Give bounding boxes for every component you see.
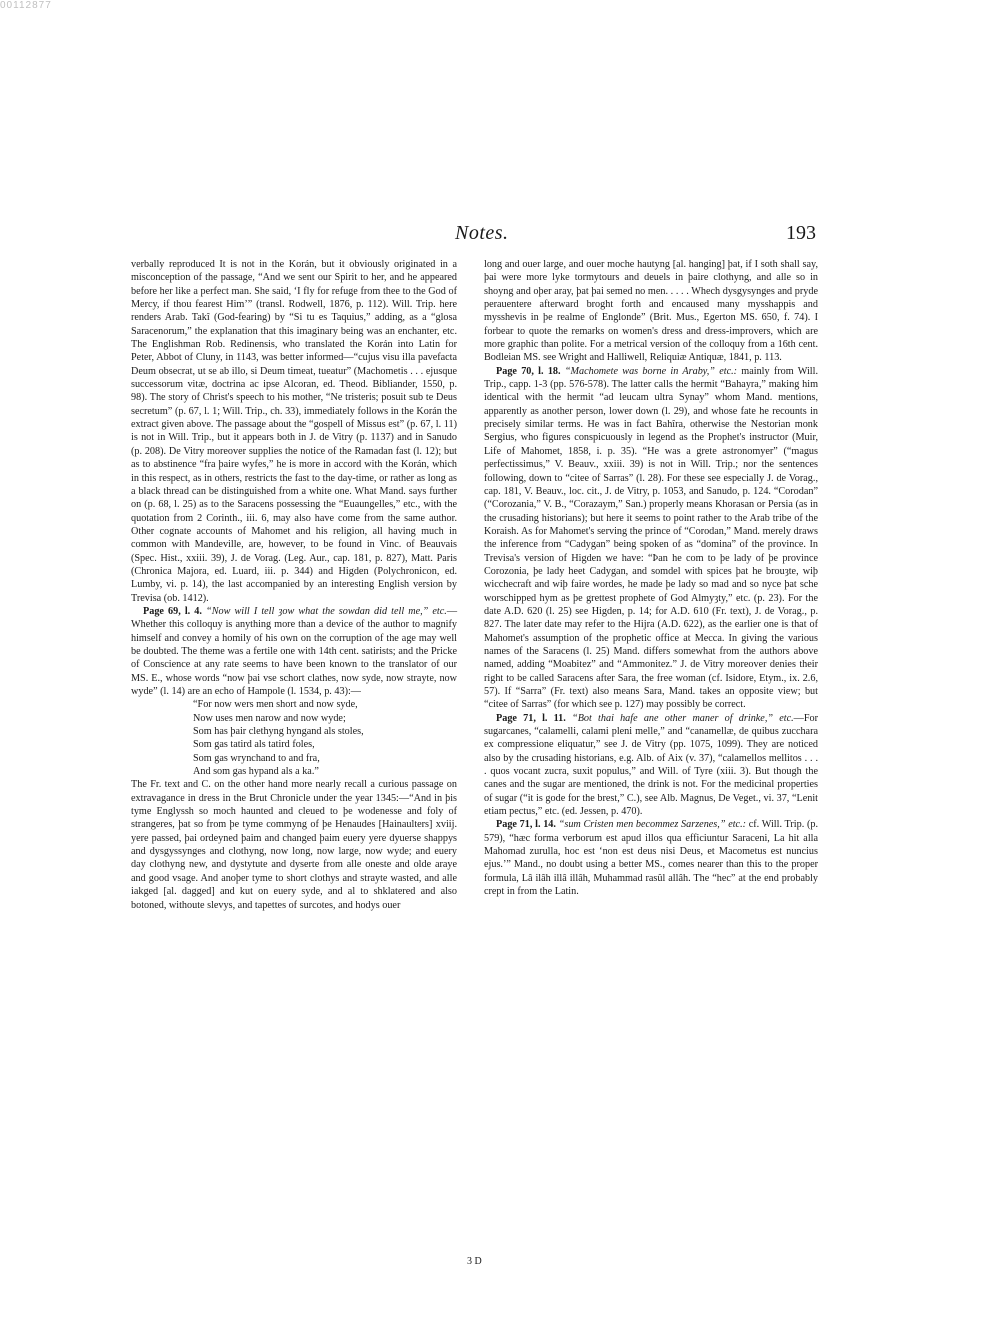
- paragraph: The Fr. text and C. on the other hand more nearly recall a curious passage on extravagance in dress in the Brut Chronicle under the year 1345:—“And in þis tyme Englyssh so moch haunted and cleued to þe wodenesse and foly of strangeres, þat so from þe tyme commyng of þe Henaudes [Hainaulters] xviij. yere passed, þai ordeyned þaim and changed þaim euery yere dyuerse shappys and dysgyssynges and clothyng, now long, now large, now wyde; and euery day clothyng new, and dystytute and dyserte from alle oneste and olde araye and good vsage. And anoþer tyme to short clothys and strayte wasted, and alle iakged [al. dagged] and kut on euery syde, and al to shklatered and also botoned, withoute slevys, and tapettes of surcotes, and hodys ouer: [131, 779, 457, 911]
- page-id: 00112877: [0, 0, 52, 11]
- note-reference: Page 71, l. 14.: [496, 819, 556, 831]
- paragraph: verbally reproduced It is not in the Korán, but it obviously originated in a misconception of the passage, “And we sent our Spirit to her, and he appeared before her like a perfect man. She said, ‘I fly for refuge from thee to the God of Mercy, if thou fearest Him’” (transl. Rodwell, 1876, p. 112). Will. Trip. here renders Arab. Takî (God-fearing) by “Si tu es Taquius,” adding, as a “glosa Saracenorum,” the explanation that this imaginary being was an enchanter, etc. The Englishman Rob. Redinensis, who translated the Korán into Latin for Peter, Abbot of Cluny, in 1143, was better informed—“cujus visu illa pavefacta Deum obsecrat, ut se ab illo, si Deum timeat, tueatur” (Machometis . . . ejusque successorum vitæ, doctrina ac ipse Alcoran, ed. Theod. Bibliander, 1550, p. 98). The story of Christ's speech to his mother, “Ne tristeris; posuit sub te Deus secretum” (p. 67, l. 1; Will. Trip., ch. 33), immediately follows in the Korán the extract given above. The passage about the “gospell of Missus est” (p. 67, l. 11) is not in Will. Trip., but it appears both in J. de Vitry (p. 1137) and in Sanudo (p. 208). De Vitry moreover supplies the notice of the Ramadan fast (l. 12); but as to abstinence “fra þaire wyfes,” he is more in accord with the Korán, which in this respect, as in others, restricts the fast to the day-time, or rather as long as a black thread can be distinguished from a white one. What Mand. says further on (p. 68, l. 25) as to the Saracens possessing the “Euaungelles,” etc., with the quotation from 2 Corinth., iii. 6, may also have come from the same author. Other cognate accounts of Mahomet and his religion, all having much in common with Mandeville, are, however, to be found in Vinc. of Beauvais (Spec. Hist., xxiii. 39), J. de Vorag. (Leg. Aur., cap. 181, p. 827), Matt. Paris (Chronica Majora, ed. Luard, iii. p. 344) and Higden (Polychronicon, ed. Lumby, vi. p. 14), the last accompanied by an interesting English version by Trevisa (ob. 1412).: [131, 259, 457, 604]
- verse-line: Som gas tatird als tatird foles,: [193, 739, 315, 751]
- note-quote: “sum Cristen men becommez Sarzenes,” etc.:: [558, 819, 747, 831]
- verse-line: And som gas hypand als a ka.”: [193, 766, 319, 778]
- running-title: Notes.: [455, 222, 509, 244]
- right-column: [484, 258, 818, 899]
- note-quote: “Machomete was borne in Araby,” etc.:: [564, 365, 738, 377]
- page-number: 193: [786, 222, 816, 244]
- note-reference: Page 71, l. 11.: [496, 712, 566, 724]
- left-column: [131, 258, 457, 912]
- verse-line: “For now wers men short and now syde,: [193, 699, 358, 711]
- note-reference: Page 70, l. 18.: [496, 365, 561, 377]
- verse-line: Som has þair clethyng hyngand als stoles,: [193, 726, 364, 738]
- note-entry: [484, 818, 818, 898]
- note-text: mainly from Will. Trip., capp. 1-3 (pp. 576-578). The latter calls the hermit “Bahayra,” making him identical with the hermit “ad leucam ultra Synay” whom Mand. mentions, apparently as another person, lower down (l. 29), and whose fate he recounts in precisely similar terms. He was in fact Bahîra, otherwise the Nestorian monk Sergius, who figures conspicuously in legend as the Prophet's instructor (Muir, Life of Mahomet, 1858, i. p. 35). “He was a grete astronomyer” (“magus perfectissimus,” V. Beauv., xxiii. 39) is not in Will. Trip.; nor the sentences following, down to “citee of Sarras” (l. 28). For these see especially J. de Vorag., cap. 181, V. Beauv., loc. cit., J. de Vitry, p. 1053, and Sanudo, p. 124. “Corodan” (“Corozania,” V. B., “Corazaym,” San.) properly means Khorasan or Persia (as in the crusading historians); but here it seems to point rather to the Arab tribe of the Koraish. As for Mahomet's serving the prince of “Corodan,” Mand. merely draws the inference from “Cadygan” being spoken of as “domina” of the province. In Trevisa's version of Higden we have: “Þan he com to þe lady of þe province Corozonia, þe lady heet Cadygan, and somdel with spices þat he brouȝte, wiþ wicchecraft and wiþ faire wordes, he made þe lady so mad and so nyce þat sche worschipped hym as þe grettest prophete of God Almyȝty,” etc. (p. 23). For the date A.D. 620 (l. 25) see Higden, p. 14; for A.D. 610 (Fr. text), J. de Vorag., p. 827. The later date may refer to the Hijra (A.D. 622), as the earlier one is that of Mahomet's assumption of the prophetic office at Mecca. In giving the various names of the Saracens (l. 25) Mand. differs somewhat from the authors above named, adding “Moabitez” and “Ammonitez.” J. de Vitry moreover denies their right to be called Saracens after Sara, the free woman (cf. Isidore, Etym., ix. 2.6, 57). If “Sarra” (Fr. text) also means Sara, Mand. takes an opposite view; but “citee of Sarras” (for which see p. 127) may possibly be correct.: [484, 365, 818, 711]
- note-text: —Whether this colloquy is anything more than a device of the author to magnify himself and convey a homily of his own on the corruption of the age may well be doubted. The theme was a fertile one with 14th cent. satirists; and the Pricke of Conscience at any rate seems to have been known to the translator of our MS. E., whose words “now þai vse schort clathes, now syde, now strayte, now wyde” (l. 14) are an echo of Hampole (l. 1534, p. 43):—: [131, 605, 458, 697]
- verse-line: Now uses men narow and now wyde;: [193, 712, 346, 724]
- gathering-signature: 3 D: [467, 1256, 482, 1267]
- verse-quotation: [193, 698, 457, 778]
- note-quote: “Now will I tell ȝow what the sowdan did tell me,” etc.: [206, 605, 447, 617]
- note-text: —For sugarcanes, “calamelli, calami pleni melle,” and “canamellæ, de quibus zucchara ex compressione eliquatur,” see J. de Vitry (pp. 1075, 1099). They are noticed also by the crusading historians, e.g. Alb. of Aix (v. 37), “calamellos mellitos . . . . quos vocant zucra, suxit populus,” and Will. of Tyre (xiii. 3). But though the canes and the sugar are mentioned, the drink is not. For the medicinal properties of sugar (“it is gode for the brest,” C.), see Alb. Magnus, De Veget., vi. 37, “Lenit etiam pectus,” etc. (ed. Jessen, p. 470).: [484, 712, 819, 818]
- paragraph: long and ouer large, and ouer moche hautyng [al. hanging] þat, if I soth shall say, þai were more lyke tormytours and deuels in þaire clothyng, and alle so in shoyng and oþer aray, þat þai semed no men. . . . . Whech dysgysynges and pryde perauentere afterward broght forth and encaused many mysshappis and mysshevis in þe realme of Englonde” (Brit. Mus., Egerton MS. 650, f. 74). I forbear to quote the remarks on women's dress and dress-improvers, which are more graphic than polite. For a metrical version of the colloquy from a 16th cent. Bodleian MS. see Wright and Halliwell, Reliquiæ Antiquæ, 1841, p. 113.: [484, 259, 818, 364]
- note-text: cf. Will. Trip. (p. 579), “hæc forma verborum est apud illos qua efficiuntur Saraceni, La hit alla Mahomad zurulla, hoc est ‘non est deus nisi Deus, et Macometus est nuncius ejus.’” Mand., no doubt using a better MS., comes nearer than this to the proper formula, Lâ ilâh illâ illâh, Muhammad rasûl allâh. The “hec” at the end probably crept in from the Latin.: [484, 819, 819, 898]
- note-entry: [484, 712, 818, 819]
- note-reference: Page 69, l. 4.: [143, 605, 202, 617]
- verse-line: Som gas wrynchand to and fra,: [193, 752, 320, 764]
- note-quote: “Bot thai hafe ane other maner of drinke,” etc.: [572, 712, 794, 724]
- note-entry: [484, 365, 818, 712]
- note-entry: [131, 605, 457, 698]
